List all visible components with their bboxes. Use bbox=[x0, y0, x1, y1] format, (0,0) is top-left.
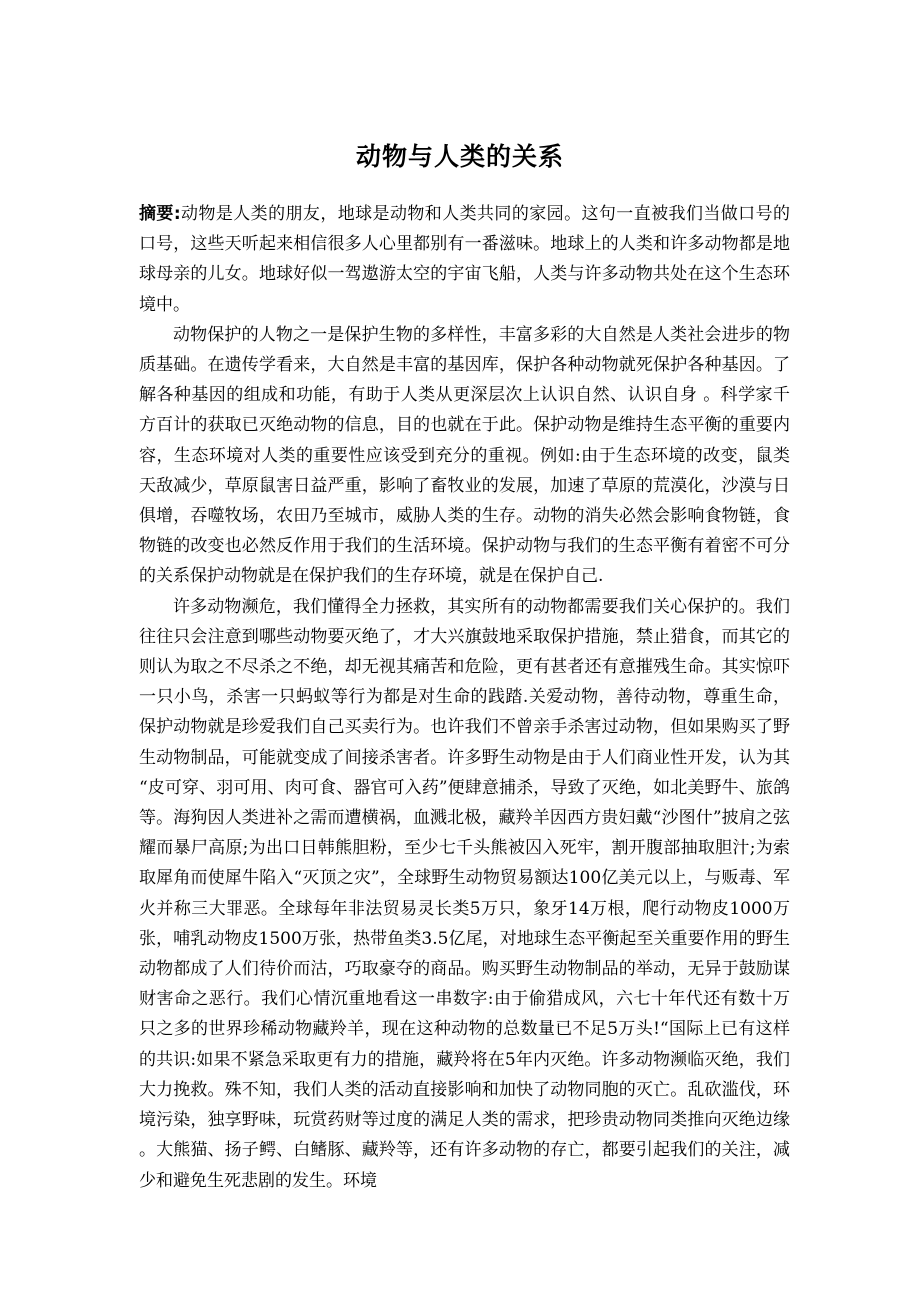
document-title: 动物与人类的关系 bbox=[355, 142, 564, 171]
abstract-paragraph bbox=[139, 199, 790, 320]
body-paragraph-1: 动物保护的人物之一是保护生物的多样性，丰富多彩的大自然是人类社会进步的物质基础。在遗传学看来，大自然是丰富的基因库，保护各种动物就死保护各种基因。了解各种基因的组成和功能，有助于人类从更深层次上认识自然、认识自身 。科学家千方百计的获取已灭绝动物的信息，目的也就在于此。保护动物是维持生态平衡的重要内容，生态环境对人类的重要性应该受到充分的重视。例如:由于生态环境的改变，鼠类天敌减少，草原鼠害日益严重，影响了畜牧业的发展，加速了草原的荒漠化，沙漠与日俱增，吞噬牧场，农田乃至城市，威胁人类的生存。动物的消失必然会影响食物链，食物链的改变也必然反作用于我们的生活环境。保护动物与我们的生态平衡有着密不可分的关系保护动物就是在保护我们的生存环境，就是在保护自己. bbox=[139, 324, 790, 587]
abstract-text: 动物是人类的朋友，地球是动物和人类共同的家园。这句一直被我们当做口号的口号，这些天听起来相信很多人心里都别有一番滋味。地球上的人类和许多动物都是地球母亲的儿女。地球好似一驾遨游太空的宇宙飞船，人类与许多动物共处在这个生态环境中。 bbox=[139, 204, 790, 315]
body-paragraph-2: 许多动物濒危，我们懂得全力拯救，其实所有的动物都需要我们关心保护的。我们往往只会注意到哪些动物要灭绝了，才大兴旗鼓地采取保护措施，禁止猎食，而其它的则认为取之不尽杀之不绝，却无视其痛苦和危险，更有甚者还有意摧残生命。其实惊吓一只小鸟，杀害一只蚂蚁等行为都是对生命的践踏.关爱动物，善待动物，尊重生命，保护动物就是珍爱我们自己买卖行为。也许我们不曾亲手杀害过动物，但如果购买了野生动物制品，可能就变成了间接杀害者。许多野生动物是由于人们商业性开发，认为其“皮可穿、羽可用、肉可食、器官可入药”便肆意捕杀，导致了灭绝，如北美野牛、旅鸽等。海狗因人类进补之需而遭横祸，血溅北极，藏羚羊因西方贵妇戴“沙图什”披肩之弦耀而暴尸高原;为出口日韩熊胆粉，至少七千头熊被囚入死牢，割开腹部抽取胆汁;为索取犀角而使犀牛陷入“灭顶之灾”，全球野生动物贸易额达100亿美元以上，与贩毒、军火并称三大罪恶。全球每年非法贸易灵长类5万只，象牙14万根，爬行动物皮1000万张，哺乳动物皮1500万张，热带鱼类3.5亿尾，对地球生态平衡起至关重要作用的野生动物都成了人们待价而沽，巧取豪夺的商品。购买野生动物制品的举动，无异于鼓励谋财害命之恶行。我们心情沉重地看这一串数字:由于偷猎成风，六七十年代还有数十万只之多的世界珍稀动物藏羚羊，现在这种动物的总数量已不足5万头!“国际上已有这样的共识:如果不紧急采取更有力的措施，藏羚将在5年内灭绝。许多动物濒临灭绝，我们大力挽救。殊不知，我们人类的活动直接影响和加快了动物同胞的灭亡。乱砍滥伐，环境污染，独享野味，玩赏药财等过度的满足人类的需求，把珍贵动物同类推向灭绝边缘。大熊猫、扬子鳄、白鳍豚、藏羚等，还有许多动物的存亡，都要引起我们的关注，减少和避免生死悲剧的发生。环境 bbox=[139, 596, 790, 1191]
abstract-label: 摘要: bbox=[139, 204, 181, 224]
document-body bbox=[139, 199, 790, 1196]
